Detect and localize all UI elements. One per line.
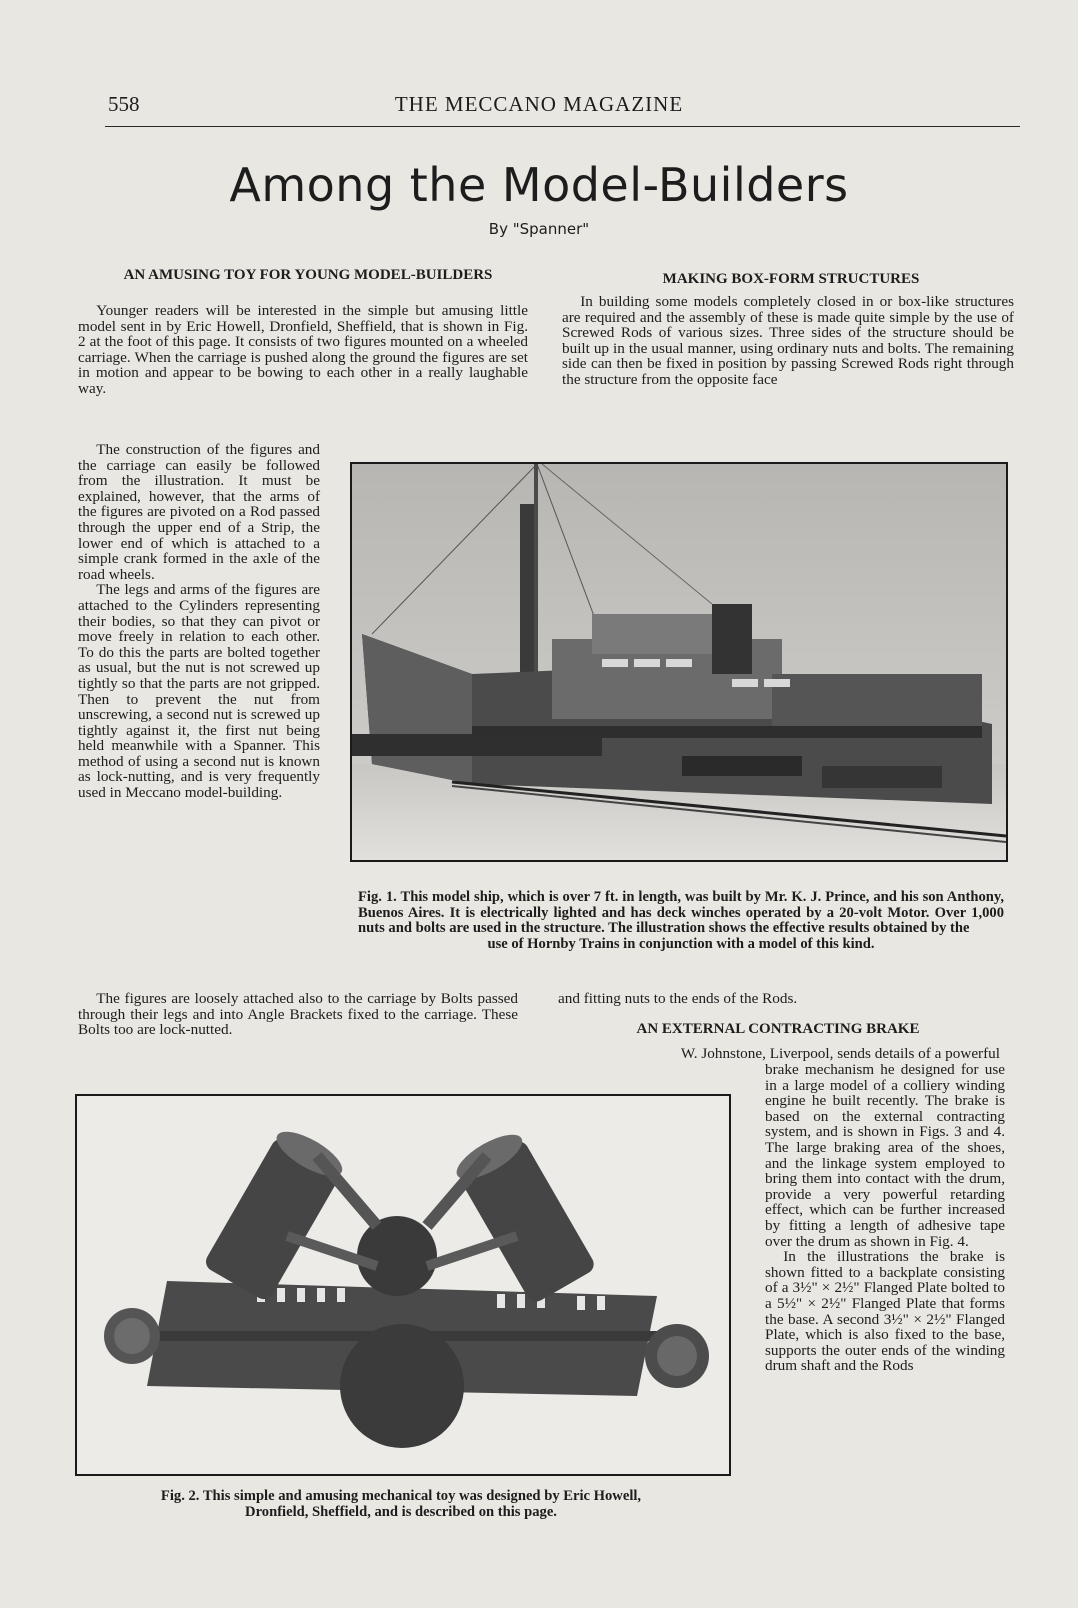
heading-box-form: MAKING BOX-FORM STRUCTURES [662, 271, 920, 287]
right-para-3-text: In the illustrations the brake is shown fitted to a backplate consisting of a 3½" × 2½" Flanged Plate bolted to a 5½" × 2½" Flanged Plate that forms the base. A second 3½" × 2½" Flanged Plate, which is also fixed to the base, supports the outer ends of the winding drum shaft and the Rods [765, 1248, 1005, 1375]
right-para-1 [562, 294, 1014, 388]
right-para-1-text: In building some models completely closed in or box-like structures are required and the assembly of these is made quite simple by the use of Screwed Rods of various sizes. Three sides of the structure should be built up in the usual manner, using ordinary nuts and bolts. The remaining side can then be fixed in position by passing Screwed Rods right through the structure from the opposite face [562, 293, 1014, 388]
right-para-1-cont [558, 991, 998, 1007]
fig1-caption-last-line: use of Hornby Trains in conjunction with a model of this kind. [487, 935, 875, 952]
magazine-title: THE MECCANO MAGAZINE [394, 92, 684, 116]
right-para-2-lead [554, 1046, 1000, 1062]
fig2-toy-photo [75, 1094, 731, 1476]
right-para-2-text: brake mechanism he designed for use in a large model of a colliery winding engine he built recently. The brake is based on the external contracting system, and is shown in Figs. 3 and 4. The large braking area of the shoes, and the linkage system employed to bring them into contact with the drum, provide a very powerful retarding effect, which can be further increased by fitting a length of adhesive tape over the drum as shown in Fig. 4. [765, 1061, 1005, 1250]
fig2-caption-text: Fig. 2. This simple and amusing mechanical toy was designed by Eric Howell, [160, 1488, 642, 1504]
right-para-1-cont-text: and fitting nuts to the ends of the Rods. [558, 990, 798, 1007]
ship-illustration [352, 464, 1006, 860]
article-byline: By "Spanner" [488, 220, 590, 238]
left-para-4 [78, 991, 518, 1038]
toy-illustration [77, 1096, 729, 1474]
article-title: Among the Model-Builders [229, 158, 849, 212]
header-rule [105, 126, 1020, 127]
fig2-caption [78, 1489, 724, 1520]
right-narrow-column [765, 1062, 1005, 1374]
left-para-2-text: The construction of the figures and the carriage can easily be followed from the illustration. It must be explained, however, that the arms of the figures are pivoted on a Rod passed through the upper end of a Strip, the lower end of which is attached to a simple crank formed in the axle of the road wheels. [78, 441, 320, 583]
fig1-caption [358, 890, 1004, 952]
left-para-3-text: The legs and arms of the figures are attached to the Cylinders representing their bodies, so that they can pivot or move freely in relation to each other. To do this the parts are bolted together as usual, but the nut is not screwed up tightly so that the parts are not gripped. Then to prevent the nut from unscrewing, a second nut is screwed up tightly against it, the first nut being held meanwhile with a Spanner. This method of using a second nut is known as lock-nutting, and is very frequently used in Meccano model-building. [78, 581, 320, 802]
left-para-1 [78, 303, 528, 397]
fig2-caption-last-line: Dronfield, Sheffield, and is described on this page. [245, 1503, 557, 1520]
left-para-1-text: Younger readers will be interested in the simple but amusing little model sent in by Eric Howell, Dronfield, Sheffield, that is shown in Fig. 2 at the foot of this page. It consists of two figures mounted on a wheeled carriage. When the carriage is pushed along the ground the figures are set in motion and appear to be bowing to each other in a really laughable way. [78, 302, 528, 397]
heading-amusing-toy: AN AMUSING TOY FOR YOUNG MODEL-BUILDERS [123, 267, 493, 283]
page-number: 558 [108, 92, 140, 116]
right-para-2-lead-text: W. Johnstone, Liverpool, sends details of a powerful [680, 1045, 1000, 1062]
heading-contracting-brake: AN EXTERNAL CONTRACTING BRAKE [636, 1021, 920, 1037]
left-narrow-column [78, 442, 320, 801]
fig1-ship-photo [350, 462, 1008, 862]
left-para-4-text: The figures are loosely attached also to the carriage by Bolts passed through their legs and into Angle Brackets fixed to the carriage. These Bolts too are lock-nutted. [78, 990, 518, 1039]
fig1-caption-text: Fig. 1. This model ship, which is over 7 ft. in length, was built by Mr. K. J. Prince, and his son Anthony, Buenos Aires. It is electrically lighted and has deck winches operated by a 20-volt Motor. Over 1,000 nuts and bolts are used in the structure. The illustration shows the effective results obtained by the [358, 889, 1004, 937]
